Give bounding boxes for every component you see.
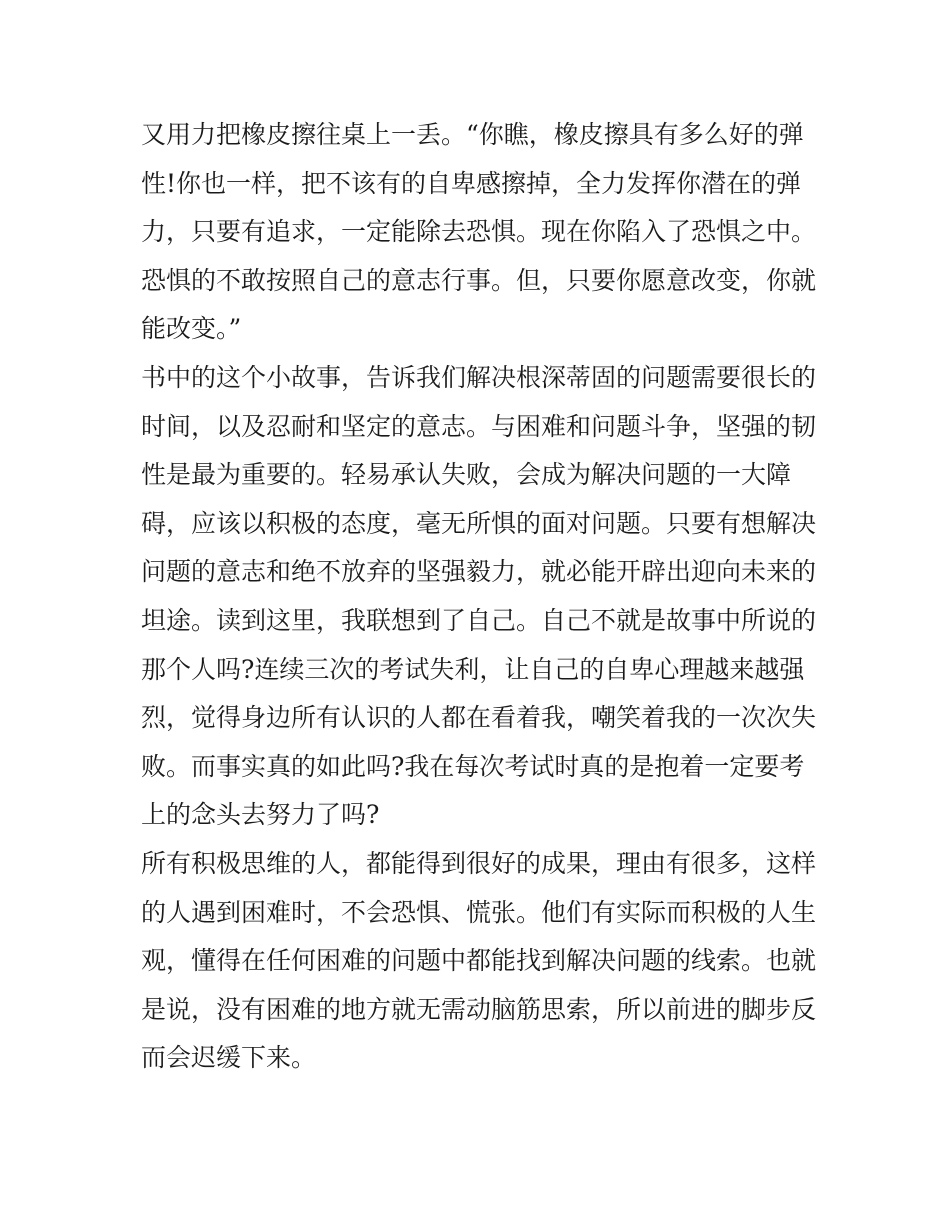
text-line: 观，懂得在任何困难的问题中都能找到解决问题的线索。也就 (141, 946, 817, 976)
text-line: 性!你也一样，把不该有的自卑感擦掉，全力发挥你潜在的弹 (141, 168, 802, 198)
text-line: 上的念头去努力了吗? (141, 800, 380, 830)
text-line: 所有积极思维的人，都能得到很好的成果，理由有很多，这样 (141, 848, 817, 878)
text-line: 力，只要有追求，一定能除去恐惧。现在你陷入了恐惧之中。 (141, 217, 817, 247)
text-line: 恐惧的不敢按照自己的意志行事。但，只要你愿意改变，你就 (141, 265, 817, 295)
text-line: 时间，以及忍耐和坚定的意志。与困难和问题斗争，坚强的韧 (141, 411, 817, 441)
text-line: 碍，应该以积极的态度，毫无所惧的面对问题。只要有想解决 (141, 508, 817, 538)
document-body (141, 111, 817, 1083)
text-line: 性是最为重要的。轻易承认失败，会成为解决问题的一大障 (141, 460, 792, 490)
text-line: 是说，没有困难的地方就无需动脑筋思索，所以前进的脚步反 (141, 994, 817, 1024)
text-line: 又用力把橡皮擦往桌上一丢。“你瞧，橡皮擦具有多么好的弹 (141, 120, 804, 149)
text-line: 败。而事实真的如此吗?我在每次考试时真的是抱着一定要考 (141, 751, 805, 781)
text-line: 问题的意志和绝不放弃的坚强毅力，就必能开辟出迎向未来的 (141, 557, 817, 587)
text-line: 而会迟缓下来。 (141, 1043, 317, 1073)
text-line: 书中的这个小故事，告诉我们解决根深蒂固的问题需要很长的 (141, 362, 817, 392)
text-line: 能改变。” (141, 314, 242, 344)
text-line: 那个人吗?连续三次的考试失利，让自己的自卑心理越来越强 (141, 654, 805, 684)
text-line: 坦途。读到这里，我联想到了自己。自己不就是故事中所说的 (141, 605, 817, 635)
text-line: 烈，觉得身边所有认识的人都在看着我，嘲笑着我的一次次失 (141, 703, 817, 733)
text-line: 的人遇到困难时，不会恐惧、慌张。他们有实际而积极的人生 (141, 897, 817, 927)
